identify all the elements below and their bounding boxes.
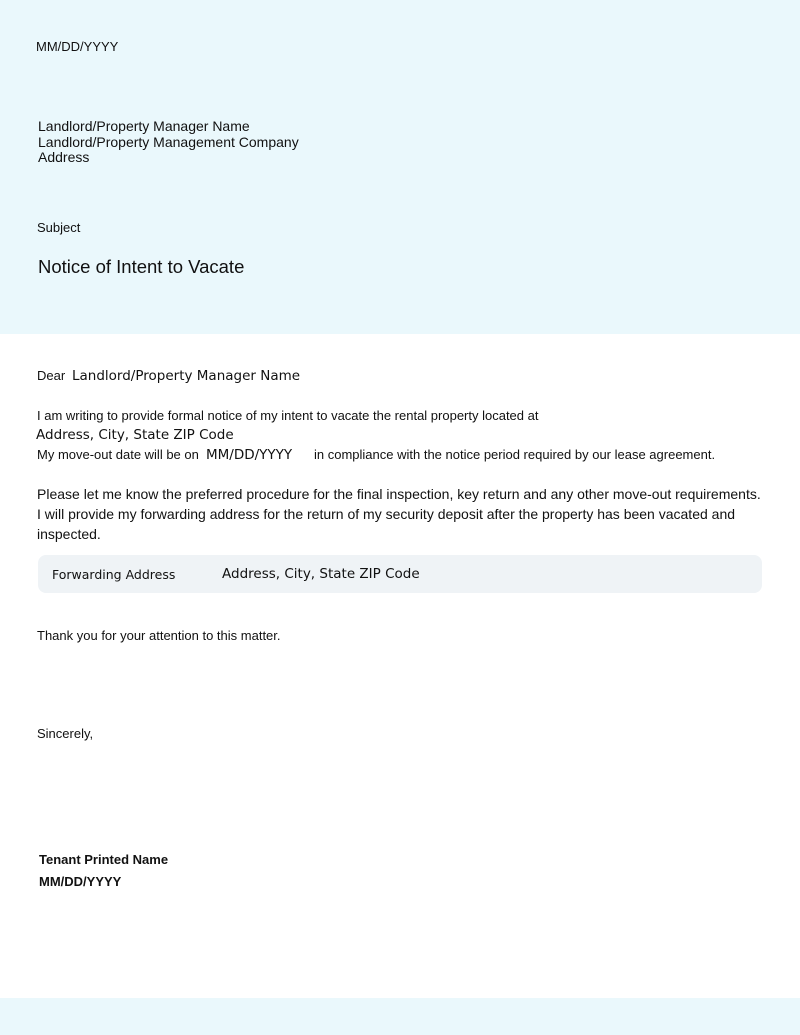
moveout-prefix: My move-out date will be on [37,447,199,462]
moveout-date-field[interactable]: MM/DD/YYYY [206,447,293,463]
tenant-name-field[interactable]: Tenant Printed Name [39,852,169,867]
recipient-address-field[interactable]: Address [38,149,90,166]
forwarding-address-field[interactable]: Address, City, State ZIP Code [222,566,420,582]
forwarding-address-box [38,555,762,593]
header-band [0,0,800,334]
thanks-text: Thank you for your attention to this matter. [37,628,281,643]
salutation-name-field[interactable]: Landlord/Property Manager Name [72,368,301,384]
moveout-suffix: in compliance with the notice period required by our lease agreement. [314,447,716,462]
forwarding-address-label: Forwarding Address [52,567,176,582]
letter-date-field[interactable]: MM/DD/YYYY [36,39,119,54]
subject-title[interactable]: Notice of Intent to Vacate [38,256,245,277]
closing-text: Sincerely, [37,726,94,741]
property-address-field[interactable]: Address, City, State ZIP Code [36,427,234,443]
recipient-block [38,119,299,166]
salutation-prefix: Dear [37,368,66,383]
footer-band [0,998,800,1035]
procedure-paragraph: Please let me know the preferred procedure for the final inspection, key return and any other move-out requirements. I will provide my forwarding address for the return of my security deposit after the property has been vacated and inspected. [37,486,761,542]
recipient-name-field[interactable]: Landlord/Property Manager Name [38,118,250,134]
recipient-company-field[interactable]: Landlord/Property Management Company [38,133,299,150]
subject-label: Subject [37,220,81,235]
signature-date-field[interactable]: MM/DD/YYYY [39,874,122,889]
intro-text: I am writing to provide formal notice of my intent to vacate the rental property located at [37,408,539,423]
